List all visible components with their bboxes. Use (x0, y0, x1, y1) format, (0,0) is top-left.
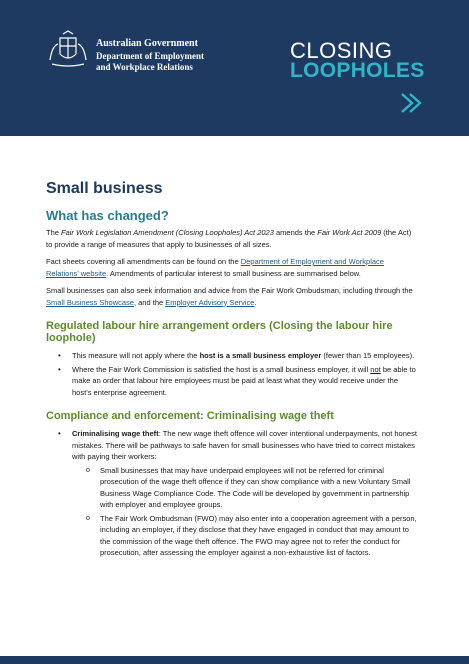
footer-bar (0, 656, 469, 664)
list-item: • This measure will not apply where the host is a small business employer (fewer than 15 employees). (72, 350, 418, 362)
government-logo-text (96, 38, 204, 73)
gov-line-3: and Workplace Relations (96, 62, 193, 72)
page-title: Small business (46, 180, 163, 197)
sub-list-item: o Small businesses that may have underpaid employees will not be referred for criminal prosecution of the wage theft offence if they can show compliance with a new Voluntary Small Business Wage Compliance Code. The Code will be developed by government in partnership with employer and employee groups. (100, 465, 418, 511)
document-body (46, 180, 418, 561)
section-heading-compliance: Compliance and enforcement: Criminalising wage theft (46, 410, 334, 422)
section-heading-what-changed: What has changed? (46, 208, 169, 223)
dewr-website-link[interactable]: Department of Employment and Workplace Relations’ website (46, 257, 384, 278)
compliance-sub-list (72, 465, 418, 559)
intro-paragraph: The Fair Work Legislation Amendment (Closing Loopholes) Act 2023 amends the Fair Work Act 2009 (the Act) to provide a range of measures that apply to businesses of all sizes. (46, 228, 412, 249)
sub-list-item: o The Fair Work Ombudsman (FWO) may also enter into a cooperation agreement with a person, including an employer, if they disclose that they have engaged in conduct that may amount to the commission of the wage theft offence. The FWO may agree not to refer the conduct for prosecution, after assessing the employer against a non-exhaustive list of factors. (100, 513, 418, 559)
compliance-list (46, 428, 418, 559)
coat-of-arms-icon (46, 30, 90, 70)
gov-line-2: Department of Employment (96, 51, 204, 61)
employer-advisory-service-link[interactable]: Employer Advisory Service (165, 297, 255, 307)
chevron-right-icon (398, 92, 424, 114)
section-heading-labour-hire: Regulated labour hire arrangement orders (Closing the labour hire loophole) (46, 320, 393, 344)
list-item: • Criminalising wage theft: The new wage theft offence will cover intentional underpayments, not honest mistakes. There will be pathways to safe haven for small businesses who have tried to correct mistakes with paying their workers: o Small businesses that may have underpaid employees will not be referred for criminal prosecution of the wage theft offence if they can show compliance with a new Voluntary Small Business Wage Compliance Code. The Code will be developed by government in partnership with employer and employee groups. o The Fair Work Ombudsman (FWO) may also enter into a cooperation agreement with a person, including an employer, if they disclose that they have engaged in conduct that may amount to the commission of the wage theft offence. The FWO may agree not to refer the conduct for prosecution, after assessing the employer against a non-exhaustive list of factors. (72, 428, 418, 559)
list-item: • Where the Fair Work Commission is satisfied the host is a small business employer, it will not be able to make an order that labour hire employees must be paid at least what they would receive under the host’s enterprise agreement. (72, 364, 418, 399)
labour-hire-list (46, 350, 418, 398)
small-business-showcase-link[interactable]: Small Business Showcase (46, 297, 134, 307)
loopholes-wordmark: LOOPHOLES (290, 59, 425, 82)
closing-wordmark: CLOSING (290, 38, 393, 63)
gov-line-1: Australian Government (96, 38, 198, 49)
advice-paragraph: Small businesses can also seek information and advice from the Fair Work Ombudsman, including through the Small Business Showcase, and the Employer Advisory Service. (46, 286, 413, 307)
fact-sheets-paragraph: Fact sheets covering all amendments can be found on the Department of Employment and Workplace Relations’ website. Amendments of particular interest to small business are summarised below. (46, 257, 384, 278)
header-banner (0, 0, 469, 136)
